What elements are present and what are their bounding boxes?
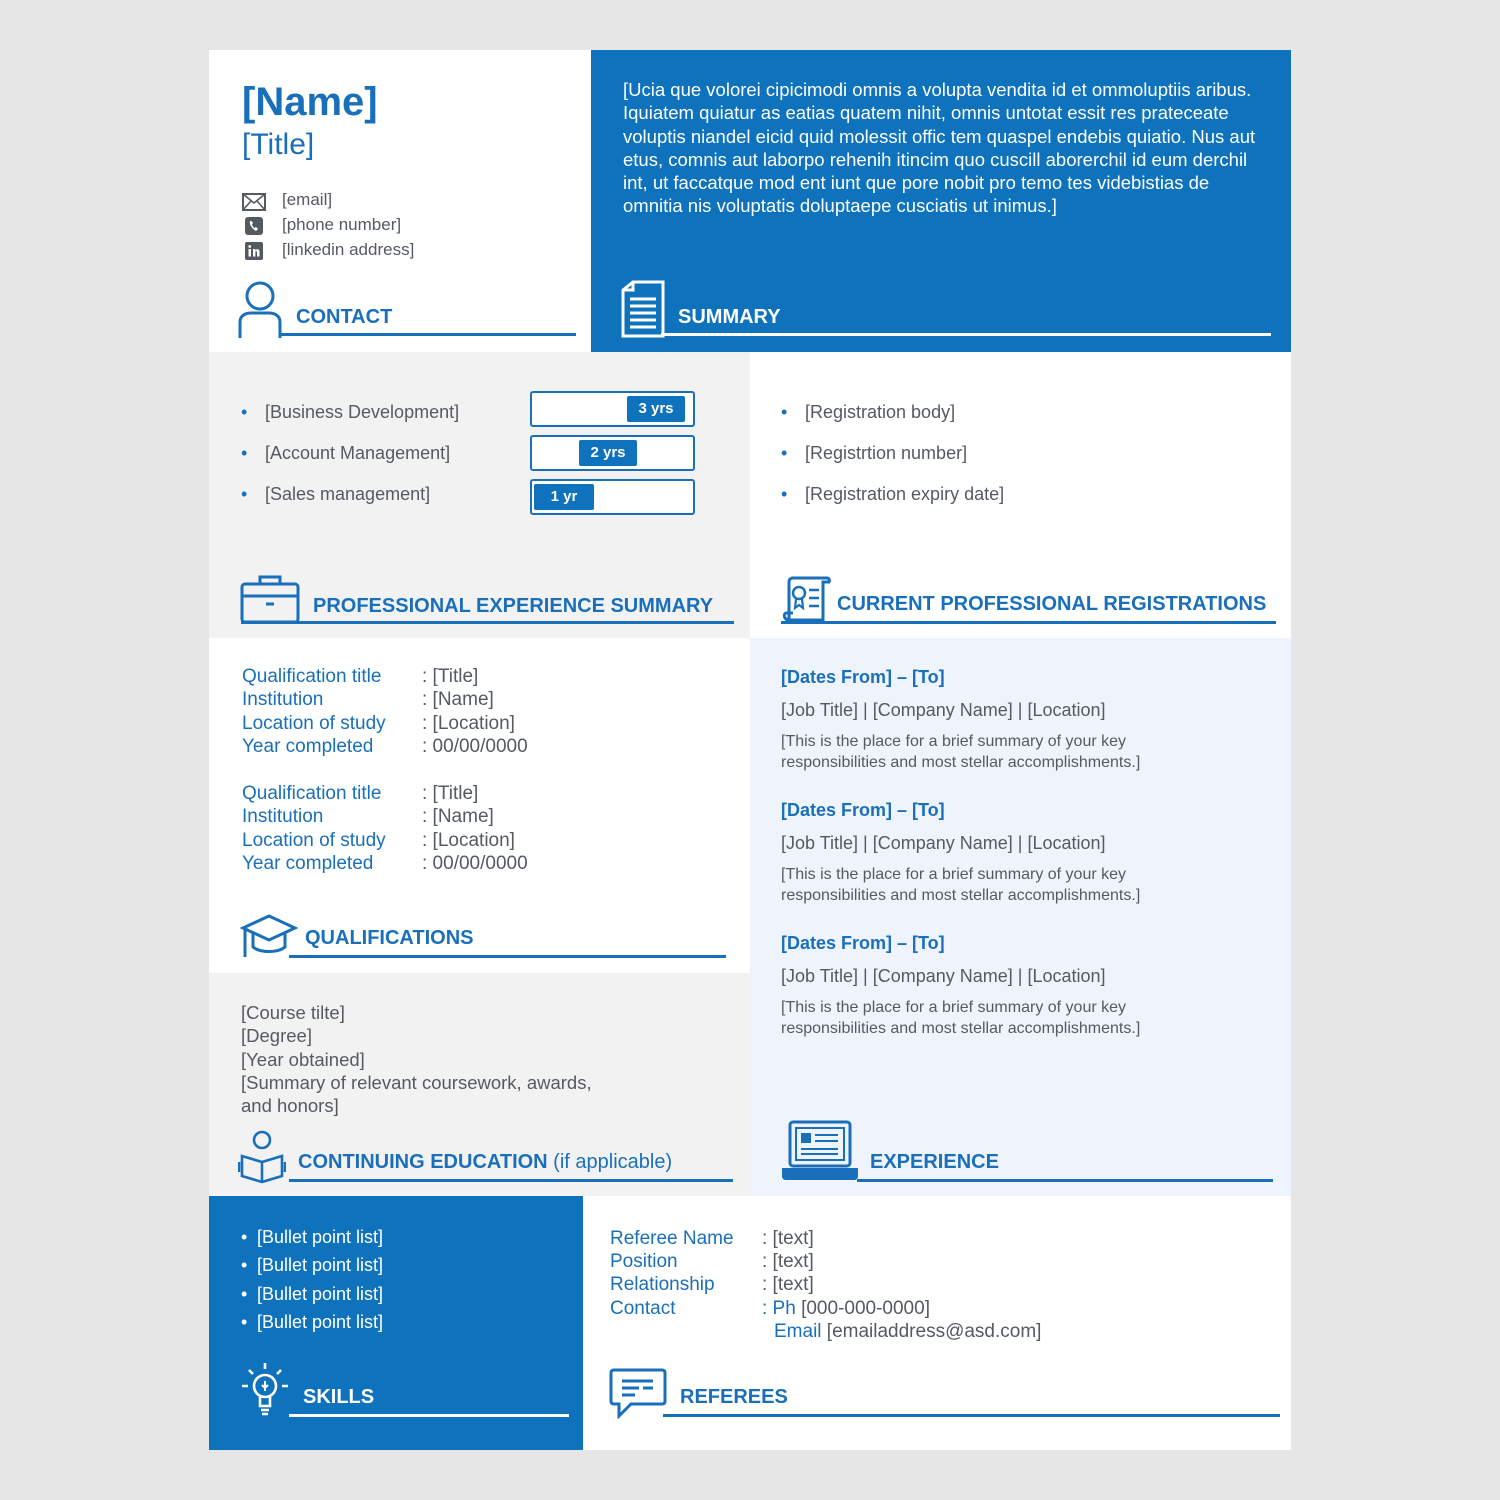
experience-description: [This is the place for a brief summary of your key responsibilities and most stellar accomplishments.] — [781, 999, 1141, 1037]
experience-summary-item: • [Business Development] — [241, 402, 460, 422]
summary-heading: SUMMARY — [678, 306, 781, 328]
continuing-education-line: [Year obtained] — [241, 1049, 365, 1070]
experience-level-bar — [530, 479, 695, 515]
skill-bullet: • — [241, 1284, 248, 1304]
reading-person-icon — [238, 1130, 286, 1184]
qualification-value: : [Name] — [422, 806, 494, 827]
qualification-key: Location of study — [242, 830, 386, 851]
experience-summary-item: • [Account Management] — [241, 443, 451, 463]
experience-dates: [Dates From] – [To] — [781, 933, 945, 953]
continuing-education-heading — [298, 1151, 672, 1174]
experience-job: [Job Title] | [Company Name] | [Location] — [781, 833, 1106, 853]
skill-label: [Bullet point list] — [257, 1227, 384, 1247]
experience-dates: [Dates From] – [To] — [781, 667, 945, 687]
summary-rule — [661, 333, 1271, 336]
qualification-value: : [Location] — [422, 830, 515, 851]
experience-summary-label: [Account Management] — [265, 443, 451, 463]
experience-rule — [857, 1179, 1273, 1182]
experience-heading: EXPERIENCE — [870, 1151, 999, 1173]
linkedin-icon — [245, 242, 263, 260]
continuing-education-line: [Degree] — [241, 1025, 312, 1046]
certificate-icon — [781, 576, 831, 624]
summary-text: [Ucia que volorei cipicimodi omnis a volupta vendita id et ommoluptiis aribus. Iquiatem quiatur as eatias quatem nihit, omnis untotat essit res prateceate voluptis niandel eicid quid molessit offic tem quaspel endebis quiatio. Nus aut etus, comnis aut laborpo rehenih itincim quo cuscill aborerchil id eum derchil int, ut faccatque mod ent iunt que pore nobit pro temo tes videbistias de omnitia nis voluptatis doluptaepe cusciatis ut inimus.] — [623, 79, 1256, 217]
registration-label: [Registration body] — [805, 402, 956, 422]
continuing-education-heading-main: CONTINUING EDUCATION — [298, 1151, 548, 1173]
skill-label: [Bullet point list] — [257, 1255, 384, 1275]
experience-level-pill: 1 yr — [534, 484, 594, 510]
referee-phone-value: [000-000-0000] — [795, 1298, 930, 1319]
laptop-icon — [780, 1118, 860, 1184]
registrations-rule — [781, 621, 1276, 624]
continuing-education-heading-suffix: (if applicable) — [547, 1151, 673, 1173]
referee-phone-label: : Ph — [762, 1298, 796, 1319]
contact-email: [email] — [282, 190, 333, 209]
qualifications-heading: QUALIFICATIONS — [305, 927, 474, 949]
qualification-value: : [Location] — [422, 713, 515, 734]
registration-label: [Registrtion number] — [805, 443, 968, 463]
referee-key: Referee Name — [610, 1228, 734, 1249]
qualification-key: Year completed — [242, 853, 374, 874]
referee-email-value: [emailaddress@asd.com] — [821, 1321, 1042, 1342]
referee-key: Relationship — [610, 1274, 715, 1295]
continuing-education-rule — [289, 1179, 733, 1182]
experience-description: [This is the place for a brief summary of your key responsibilities and most stellar accomplishments.] — [781, 733, 1141, 771]
registration-item: • [Registration body] — [781, 402, 956, 422]
referee-key: Contact — [610, 1298, 676, 1319]
referees-rule — [663, 1414, 1280, 1417]
skills-heading: SKILLS — [303, 1386, 375, 1408]
experience-level-bar — [530, 435, 695, 471]
registration-item: • [Registration expiry date] — [781, 484, 1005, 504]
experience-job: [Job Title] | [Company Name] | [Location] — [781, 700, 1106, 720]
contact-phone: [phone number] — [282, 215, 402, 234]
referee-email-label: Email — [774, 1321, 822, 1342]
experience-summary-label: [Business Development] — [265, 402, 460, 422]
resume-page — [209, 50, 1291, 1450]
experience-summary-label: [Sales management] — [265, 484, 431, 504]
registration-item: • [Registrtion number] — [781, 443, 968, 463]
referee-contact-value — [762, 1298, 930, 1320]
continuing-education-line: [Course tilte] — [241, 1002, 345, 1023]
title-subheading: [Title] — [242, 128, 315, 161]
skill-bullet: • — [241, 1227, 248, 1247]
experience-summary-heading: PROFESSIONAL EXPERIENCE SUMMARY — [313, 595, 714, 617]
skills-rule — [289, 1414, 569, 1417]
skill-item — [241, 1227, 383, 1248]
qualification-key: Qualification title — [242, 783, 382, 804]
person-icon — [237, 280, 283, 340]
referee-email-row — [774, 1321, 1041, 1343]
referee-key: Position — [610, 1251, 678, 1272]
chat-bubble-icon — [609, 1367, 667, 1419]
graduation-cap-icon — [240, 913, 298, 961]
experience-level-pill: 3 yrs — [627, 396, 685, 422]
briefcase-icon — [240, 574, 300, 624]
contact-heading: CONTACT — [296, 306, 393, 328]
registrations-heading: CURRENT PROFESSIONAL REGISTRATIONS — [837, 593, 1267, 615]
skill-item — [241, 1284, 383, 1305]
qualification-key: Institution — [242, 689, 324, 710]
experience-level-bar — [530, 391, 695, 427]
referee-value: : [text] — [762, 1251, 814, 1272]
qualification-value: : [Name] — [422, 689, 494, 710]
skill-bullet: • — [241, 1255, 248, 1275]
experience-description: [This is the place for a brief summary of your key responsibilities and most stellar accomplishments.] — [781, 866, 1141, 904]
skill-label: [Bullet point list] — [257, 1312, 384, 1332]
phone-icon — [245, 217, 263, 235]
skill-label: [Bullet point list] — [257, 1284, 384, 1304]
experience-level-pill: 2 yrs — [579, 440, 637, 466]
experience-job: [Job Title] | [Company Name] | [Location] — [781, 966, 1106, 986]
qualification-value: : [Title] — [422, 783, 479, 804]
name-heading: [Name] — [242, 80, 378, 124]
referees-heading: REFEREES — [680, 1386, 788, 1408]
referee-value: : [text] — [762, 1228, 814, 1249]
skill-item — [241, 1312, 383, 1333]
qualification-value: : 00/00/0000 — [422, 736, 528, 757]
qualification-value: : 00/00/0000 — [422, 853, 528, 874]
experience-panel — [750, 638, 1291, 1196]
contact-rule — [279, 333, 576, 336]
qualification-value: : [Title] — [422, 666, 479, 687]
skill-item — [241, 1255, 383, 1276]
qualification-key: Qualification title — [242, 666, 382, 687]
qualifications-rule — [289, 955, 726, 958]
document-icon — [620, 280, 666, 338]
experience-summary-rule — [241, 621, 734, 624]
lightbulb-icon — [240, 1360, 290, 1418]
skill-bullet: • — [241, 1312, 248, 1332]
qualification-key: Institution — [242, 806, 324, 827]
registration-label: [Registration expiry date] — [805, 484, 1005, 504]
email-icon — [242, 193, 266, 211]
contact-linkedin: [linkedin address] — [282, 240, 415, 259]
continuing-education-line: [Summary of relevant coursework, awards, — [241, 1072, 592, 1093]
qualification-key: Year completed — [242, 736, 374, 757]
continuing-education-line: and honors] — [241, 1095, 339, 1116]
experience-dates: [Dates From] – [To] — [781, 800, 945, 820]
referee-value: : [text] — [762, 1274, 814, 1295]
qualification-key: Location of study — [242, 713, 386, 734]
experience-summary-item: • [Sales management] — [241, 484, 431, 504]
